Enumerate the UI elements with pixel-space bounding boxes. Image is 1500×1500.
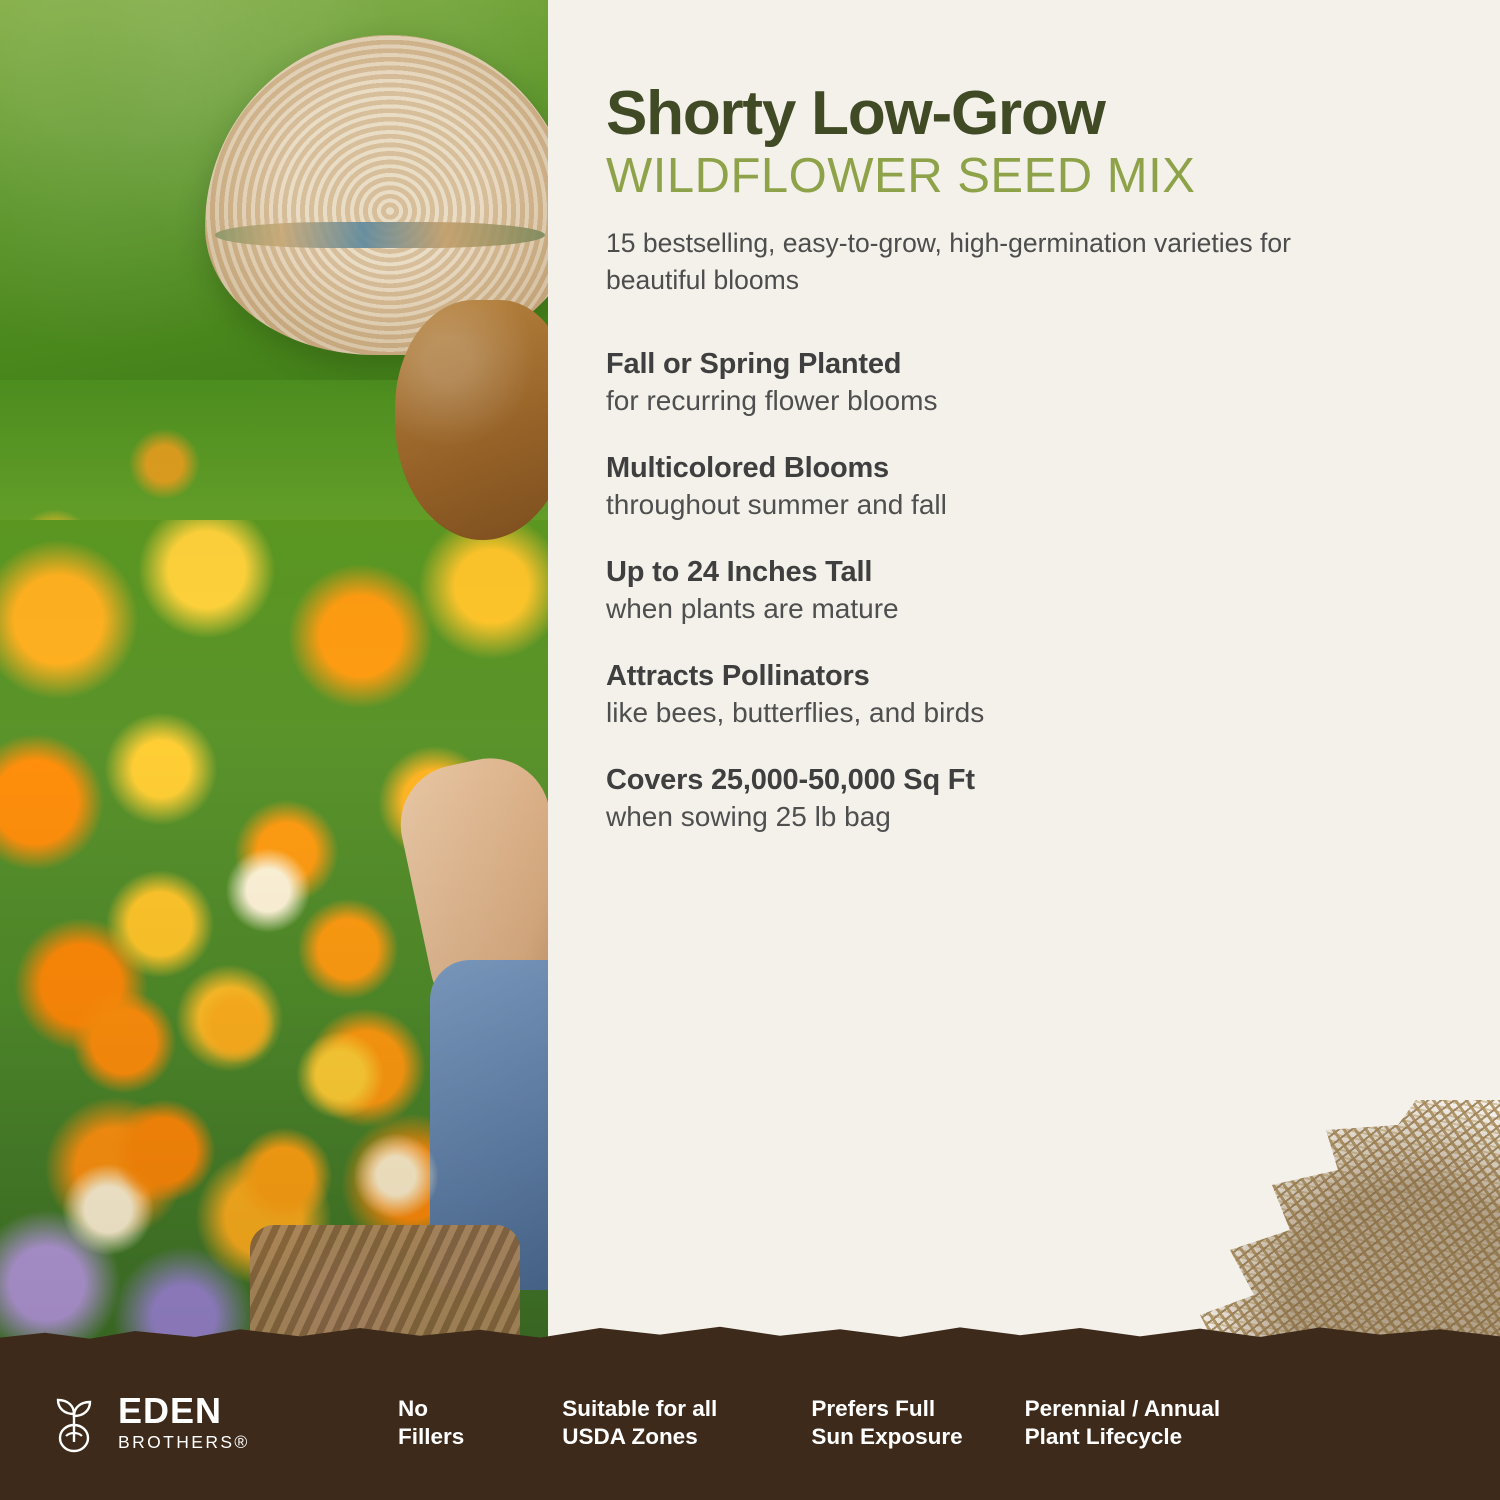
feature-item: [606, 764, 1440, 833]
lifestyle-photo: [0, 0, 548, 1345]
badge-line-2: USDA Zones: [562, 1423, 698, 1449]
product-details-panel: [548, 0, 1500, 1345]
badge-line-1: Suitable for all: [562, 1395, 718, 1421]
badge-plant-lifecycle: [1025, 1395, 1220, 1451]
feature-heading: Multicolored Blooms: [606, 451, 889, 484]
badge-usda-zones: [562, 1395, 717, 1451]
badge-line-2: Fillers: [398, 1423, 465, 1449]
photo-vignette: [0, 0, 548, 1345]
badge-line-2: Sun Exposure: [811, 1423, 963, 1449]
feature-list: [606, 348, 1440, 833]
badge-sun-exposure: [811, 1395, 962, 1451]
badge-no-fillers: [398, 1395, 464, 1451]
feature-item: [606, 452, 1440, 521]
product-description: 15 bestselling, easy-to-grow, high-germination varieties for beautiful blooms: [606, 227, 1291, 296]
feature-subtext: for recurring flower blooms: [606, 384, 938, 416]
feature-subtext: when sowing 25 lb bag: [606, 800, 891, 832]
eden-brothers-seedling-icon: [46, 1392, 102, 1454]
brand-name-primary: EDEN: [118, 1389, 223, 1431]
product-subtitle: WILDFLOWER SEED MIX: [606, 149, 1196, 204]
brand-logo: [46, 1389, 346, 1454]
badge-line-1: Perennial / Annual: [1024, 1395, 1221, 1421]
feature-subtext: when plants are mature: [606, 592, 899, 624]
feature-item: [606, 660, 1440, 729]
feature-item: [606, 348, 1440, 417]
footer-badges: [346, 1395, 1460, 1451]
badge-line-2: Plant Lifecycle: [1024, 1423, 1183, 1449]
feature-heading: Attracts Pollinators: [606, 659, 870, 692]
badge-line-1: No: [398, 1395, 428, 1421]
feature-heading: Up to 24 Inches Tall: [606, 555, 873, 588]
brand-name-secondary: BROTHERS®: [118, 1431, 250, 1452]
feature-subtext: like bees, butterflies, and birds: [606, 696, 985, 728]
feature-heading: Covers 25,000-50,000 Sq Ft: [606, 763, 975, 796]
product-title: Shorty Low-Grow: [606, 79, 1105, 148]
badge-line-1: Prefers Full: [811, 1395, 936, 1421]
feature-subtext: throughout summer and fall: [606, 488, 947, 520]
feature-item: [606, 556, 1440, 625]
footer-bar: [0, 1345, 1500, 1500]
feature-heading: Fall or Spring Planted: [606, 347, 902, 380]
